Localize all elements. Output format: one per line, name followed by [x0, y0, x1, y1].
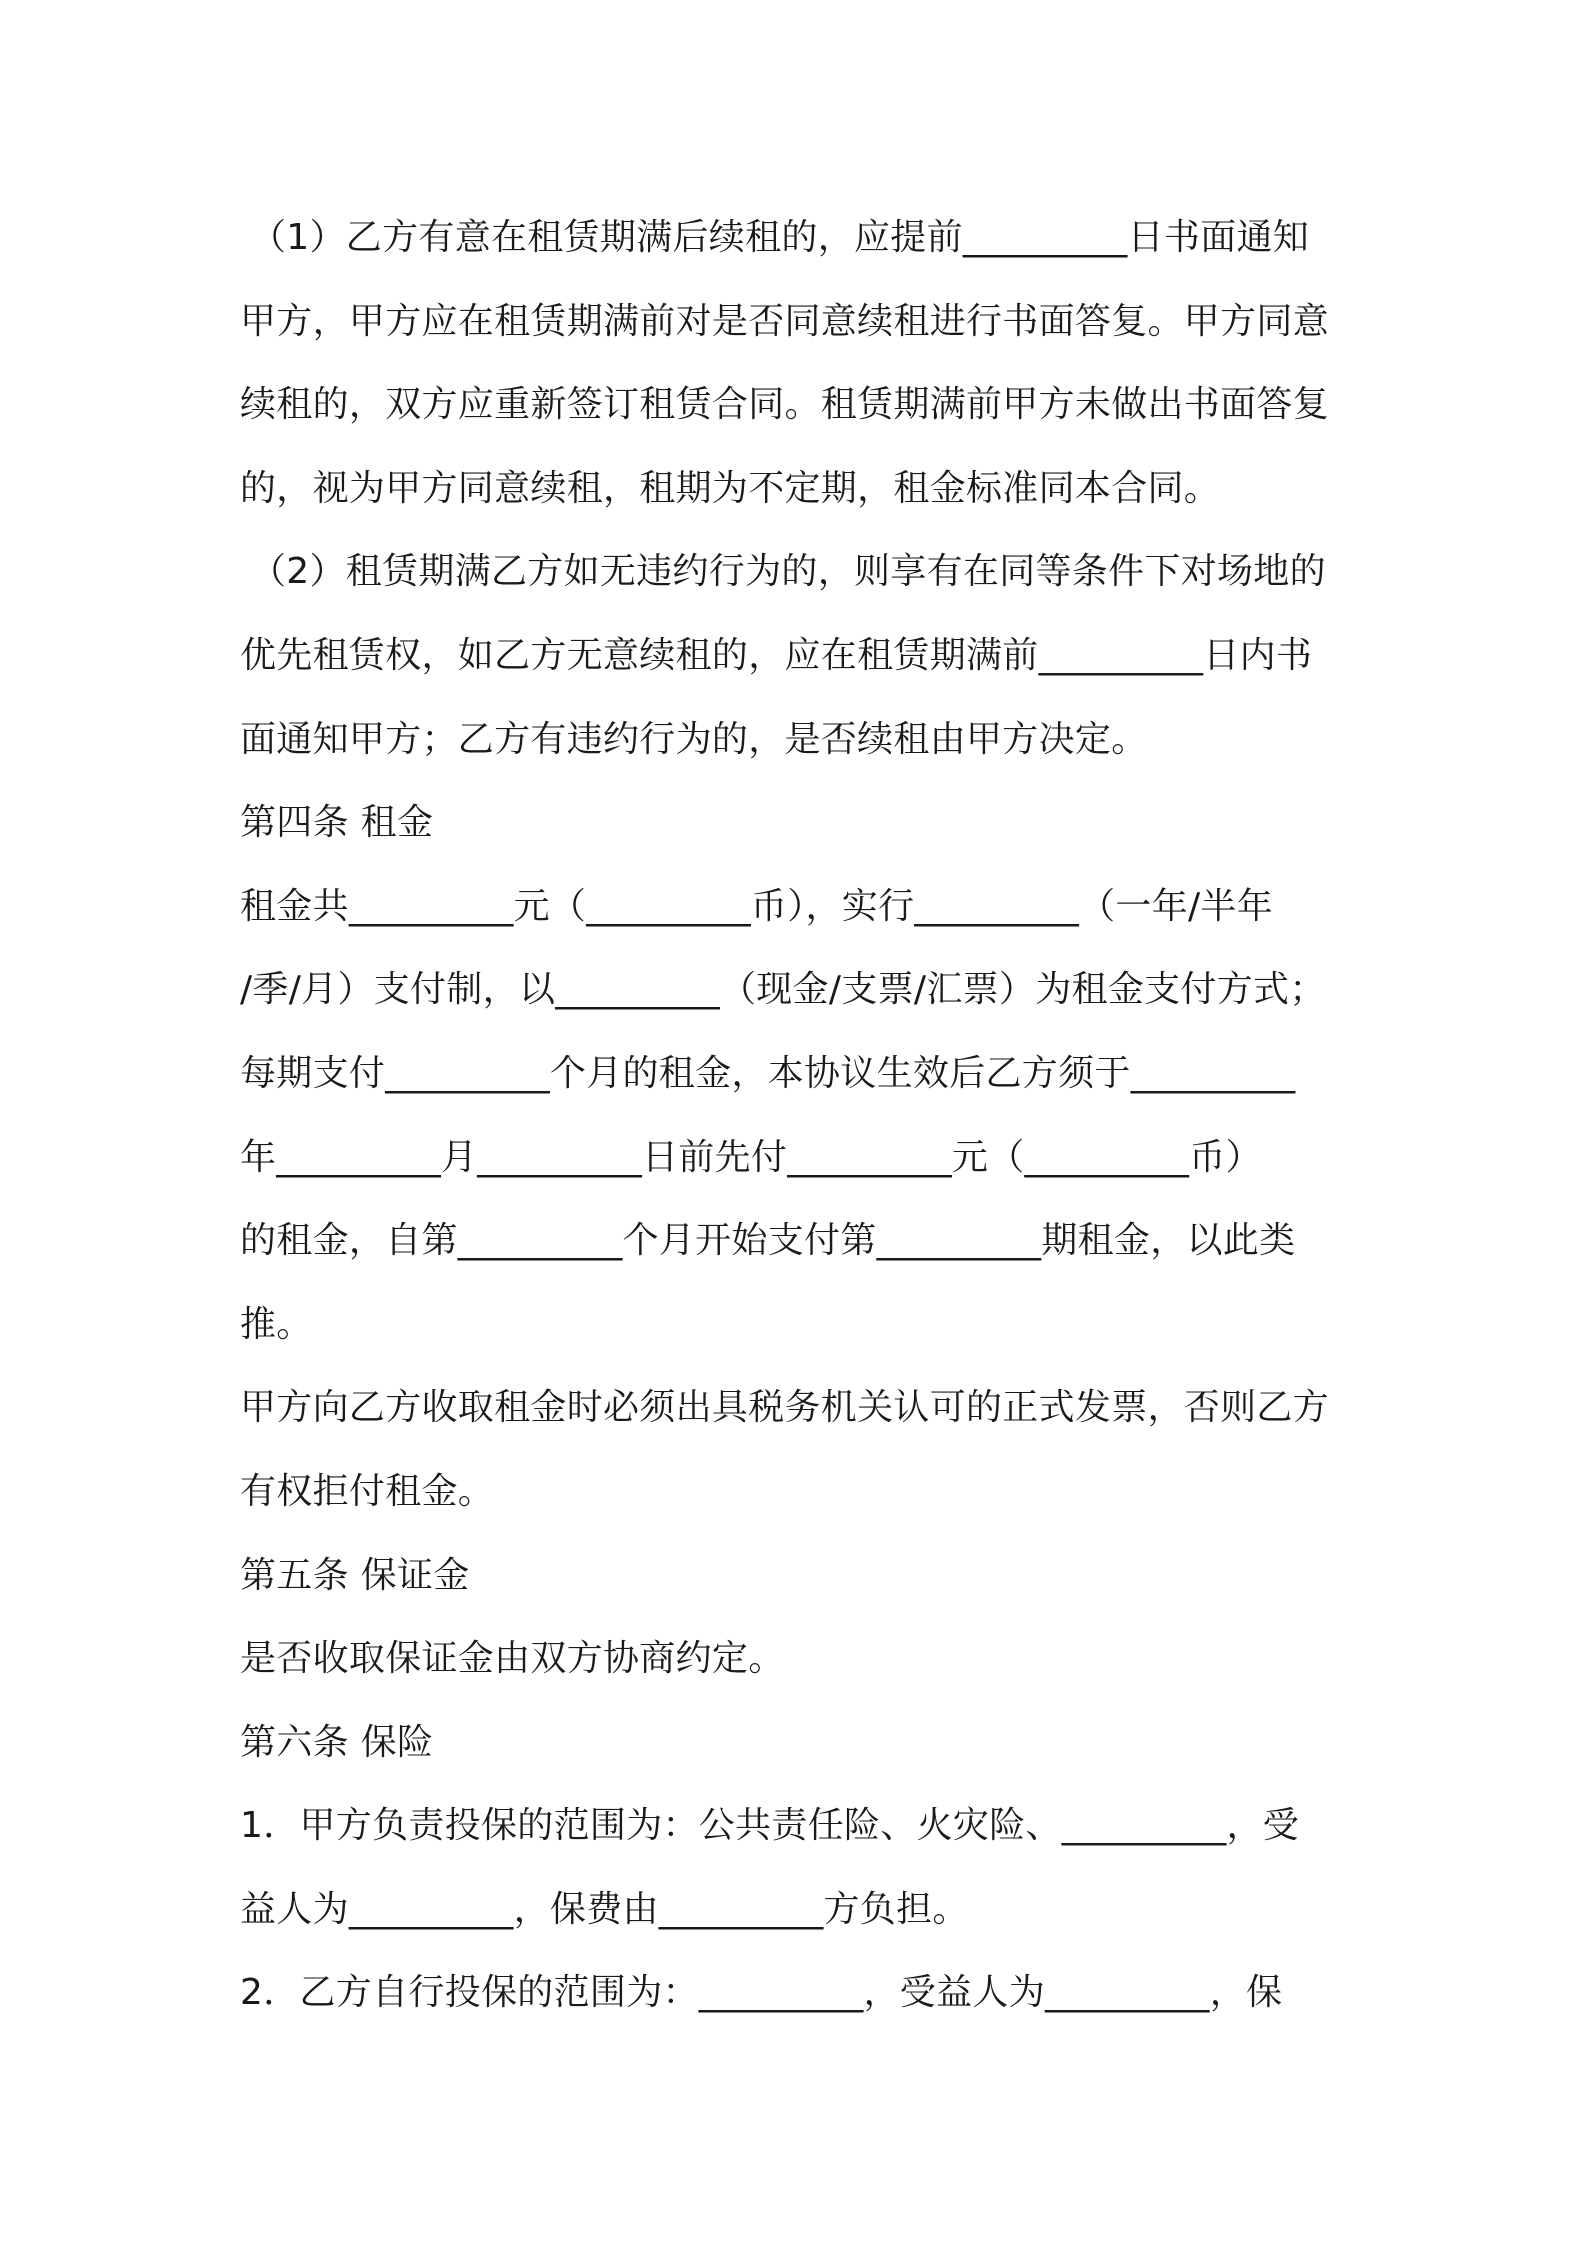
paragraph-insurance-1-line-1: 1．甲方负责投保的范围为：公共责任险、火灾险、_________，受 [240, 1805, 1300, 1847]
paragraph-insurance-2-line-1: 2．乙方自行投保的范围为：_________，受益人为_________，保 [240, 1972, 1283, 2014]
paragraph-renewal-2-line-3: 面通知甲方；乙方有违约行为的，是否续租由甲方决定。 [240, 718, 1148, 760]
document-body [240, 196, 1370, 2035]
paragraph-renewal-1-line-3: 续租的，双方应重新签订租赁合同。租赁期满前甲方未做出书面答复 [240, 384, 1330, 426]
paragraph-insurance-1-line-2: 益人为_________，保费由_________方负担。 [240, 1888, 969, 1930]
article-6-heading: 第六条 保险 [240, 1721, 434, 1763]
paragraph-rent-line-4: 年_________月_________日前先付_________元（_________币） [240, 1136, 1262, 1178]
paragraph-renewal-2-line-1: （2）租赁期满乙方如无违约行为的，则享有在同等条件下对场地的 [250, 551, 1326, 593]
paragraph-renewal-1-line-4: 的，视为甲方同意续租，租期为不定期，租金标准同本合同。 [240, 467, 1221, 509]
paragraph-renewal-1-line-1: （1）乙方有意在租赁期满后续租的，应提前_________日书面通知 [250, 217, 1310, 258]
paragraph-rent-line-5: 的租金，自第_________个月开始支付第_________期租金，以此类 [240, 1220, 1296, 1262]
paragraph-rent-line-1: 租金共_________元（_________币），实行_________（一年/半年 [240, 885, 1274, 927]
paragraph-renewal-1-line-2: 甲方，甲方应在租赁期满前对是否同意续租进行书面答复。甲方同意 [240, 300, 1330, 342]
article-4-heading: 第四条 租金 [240, 802, 434, 844]
paragraph-renewal-2-line-2: 优先租赁权，如乙方无意续租的，应在租赁期满前_________日内书 [240, 634, 1313, 676]
paragraph-deposit: 是否收取保证金由双方协商约定。 [240, 1638, 785, 1680]
article-5-heading: 第五条 保证金 [240, 1554, 470, 1596]
paragraph-invoice-line-2: 有权拒付租金。 [240, 1470, 495, 1512]
paragraph-rent-line-6: 推。 [240, 1303, 313, 1345]
paragraph-invoice-line-1: 甲方向乙方收取租金时必须出具税务机关认可的正式发票，否则乙方 [240, 1387, 1330, 1429]
paragraph-rent-line-2: /季/月）支付制，以_________（现金/支票/汇票）为租金支付方式； [240, 969, 1326, 1011]
paragraph-rent-line-3: 每期支付_________个月的租金，本协议生效后乙方须于_________ [240, 1052, 1296, 1094]
